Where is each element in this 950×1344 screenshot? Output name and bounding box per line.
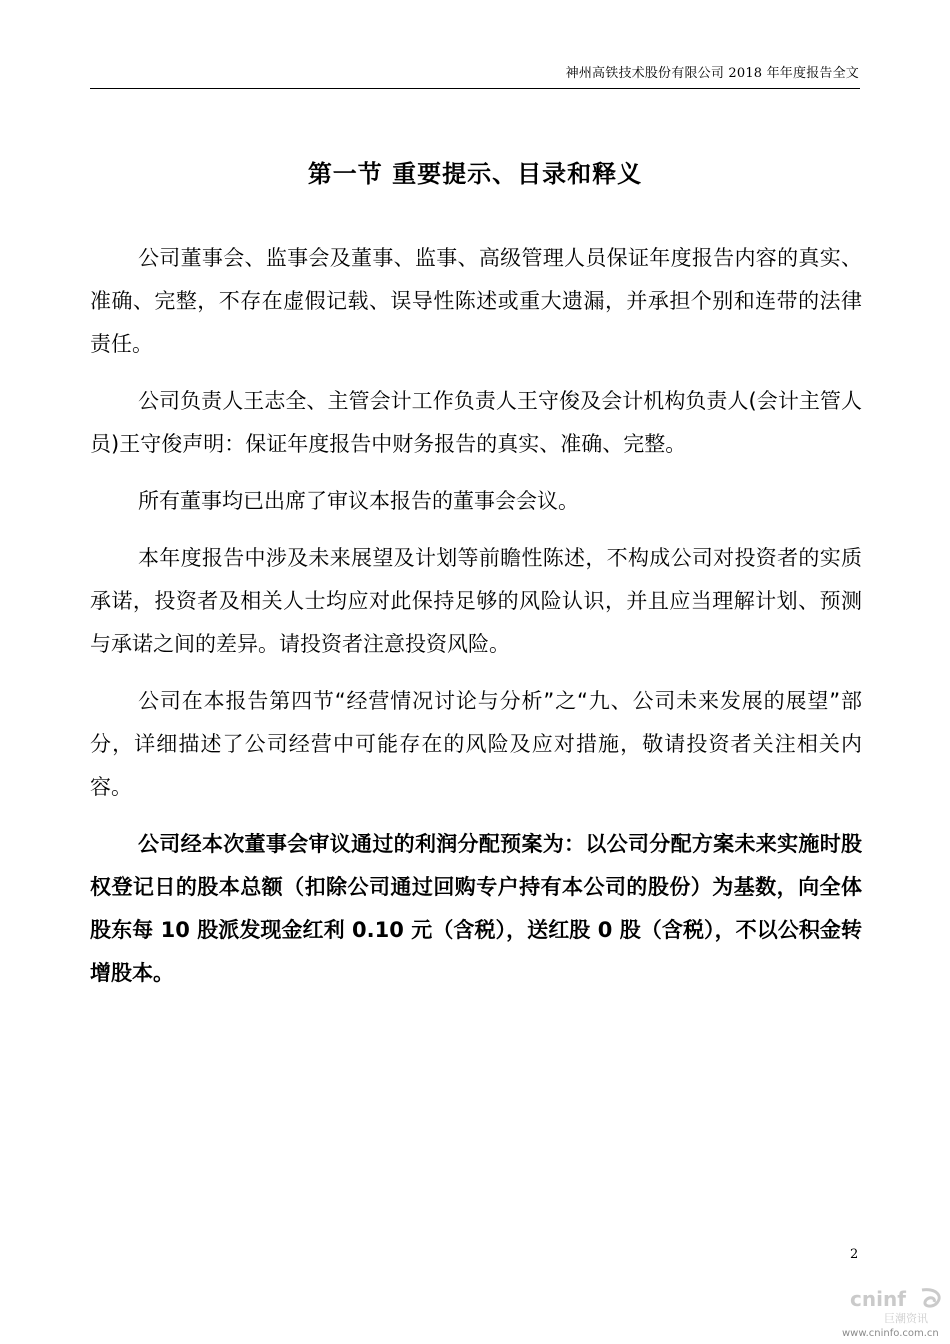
paragraph-responsibility: 公司董事会、监事会及董事、监事、高级管理人员保证年度报告内容的真实、准确、完整，不存在虚假记载、误导性陈述或重大遗漏，并承担个别和连带的法律责任。 — [90, 246, 862, 356]
paragraph-profit-distribution: 公司经本次董事会审议通过的利润分配预案为：以公司分配方案未来实施时股权登记日的股本总额（扣除公司通过回购专户持有本公司的股份）为基数，向全体股东每 10 股派发现金红利 0.10 元（含税），送红股 0 股（含税），不以公积金转增股本。 — [90, 832, 862, 985]
section-title: 第一节 重要提示、目录和释义 — [307, 160, 643, 188]
header-divider — [90, 88, 860, 89]
paragraph-forward-looking: 本年度报告中涉及未来展望及计划等前瞻性陈述，不构成公司对投资者的实质承诺，投资者及相关人士均应对此保持足够的风险认识，并且应当理解计划、预测与承诺之间的差异。请投资者注意投资风险。 — [90, 546, 862, 656]
logo-swirl-icon — [922, 1290, 939, 1306]
watermark-url: www.cninfo.com.cn — [842, 1328, 939, 1339]
paragraph-declaration: 公司负责人王志全、主管会计工作负责人王守俊及会计机构负责人(会计主管人员)王守俊声明：保证年度报告中财务报告的真实、准确、完整。 — [90, 389, 862, 456]
paragraph-risk-reference: 公司在本报告第四节“经营情况讨论与分析”之“九、公司未来发展的展望”部分，详细描述了公司经营中可能存在的风险及应对措施，敬请投资者关注相关内容。 — [90, 689, 862, 799]
running-header: 神州高铁技术股份有限公司 2018 年年度报告全文 — [565, 66, 859, 81]
logo-chinese-name: 巨潮资讯 — [884, 1312, 928, 1325]
logo-wordmark: cninf — [850, 1287, 906, 1311]
document-body — [90, 237, 862, 1009]
page-number: 2 — [850, 1247, 859, 1262]
paragraph-attendance: 所有董事均已出席了审议本报告的董事会会议。 — [138, 489, 579, 513]
cninfo-logo — [848, 1284, 946, 1328]
